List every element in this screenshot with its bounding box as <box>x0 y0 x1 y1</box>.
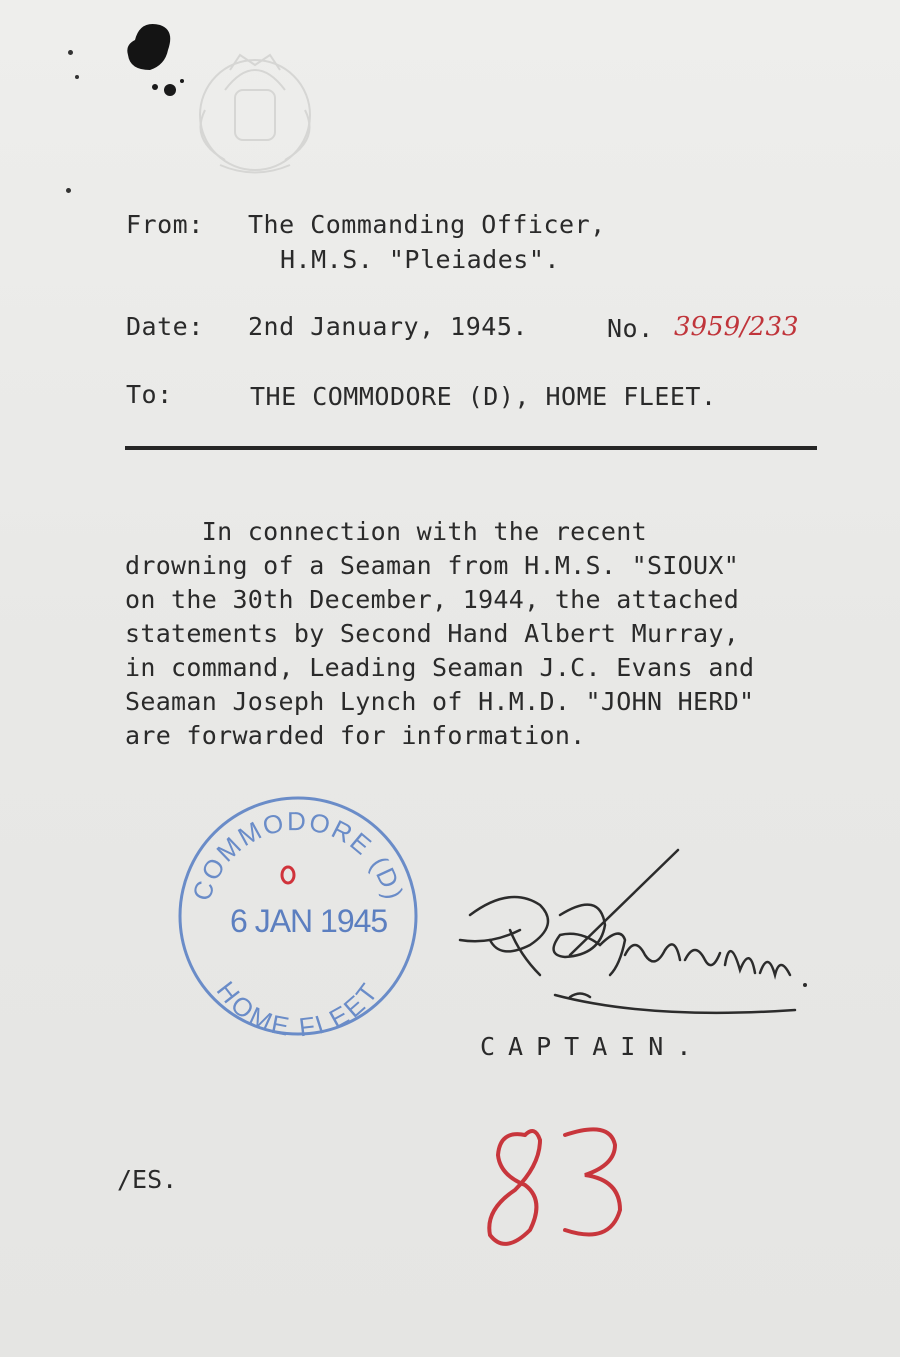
to-label: To: <box>126 380 173 409</box>
body-line: in command, Leading Seaman J.C. Evans and <box>125 653 755 682</box>
body-line: Seaman Joseph Lynch of H.M.D. "JOHN HERD" <box>125 687 755 716</box>
number-label: No. <box>607 314 654 343</box>
captain-signature <box>450 845 820 1025</box>
stamp-date: 6 JAN 1945 <box>230 903 388 939</box>
from-line-1: The Commanding Officer, <box>248 210 606 239</box>
speck <box>68 50 73 55</box>
speck <box>75 75 79 79</box>
date-value: 2nd January, 1945. <box>248 312 528 341</box>
speck <box>66 188 71 193</box>
body-line: on the 30th December, 1944, the attached <box>125 585 740 614</box>
ink-blot <box>120 15 200 105</box>
body-line: In connection with the recent <box>125 517 647 546</box>
letter-body <box>125 515 845 753</box>
body-line: are forwarded for information. <box>125 721 586 750</box>
signatory-title: CAPTAIN. <box>480 1032 705 1061</box>
header-divider <box>125 446 817 450</box>
typist-reference: /ES. <box>117 1165 178 1194</box>
reference-number-handwritten: 3959/233 <box>674 312 799 342</box>
body-line: statements by Second Hand Albert Murray, <box>125 619 740 648</box>
svg-text:COMMODORE (D) <box>186 806 409 904</box>
date-label: Date: <box>126 312 204 341</box>
from-line-2: H.M.S. "Pleiades". <box>280 245 560 274</box>
to-value: THE COMMODORE (D), HOME FLEET. <box>250 382 717 411</box>
svg-text:HOME FLEET <box>211 976 385 1042</box>
folio-number-handwritten <box>470 1110 650 1260</box>
stamp-bottom-text: HOME FLEET <box>210 975 386 1042</box>
stamp-top-text: COMMODORE (D) <box>186 805 410 905</box>
from-label: From: <box>126 210 204 239</box>
body-line: drowning of a Seaman from H.M.S. "SIOUX" <box>125 551 740 580</box>
